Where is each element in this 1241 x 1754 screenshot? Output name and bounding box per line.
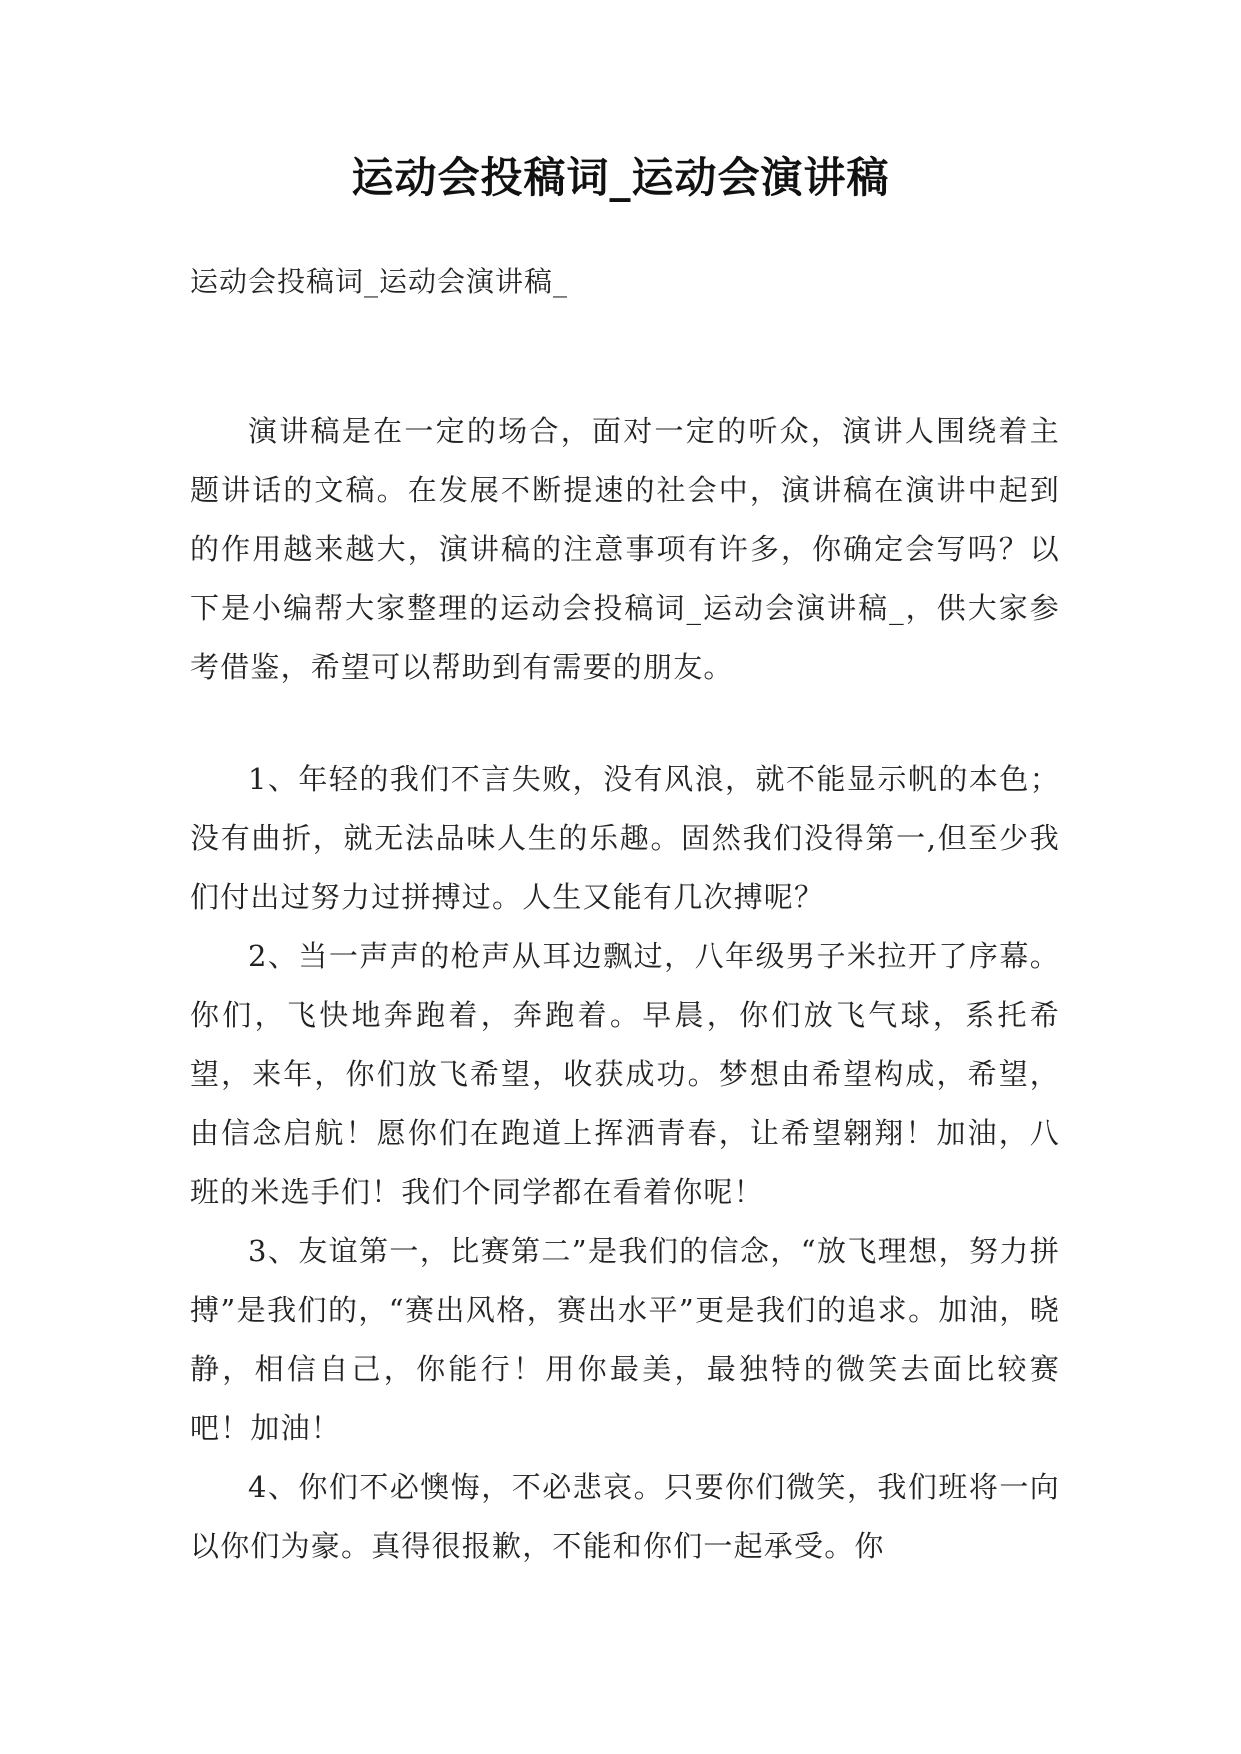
message-item-3: 3、友谊第一，比赛第二”是我们的信念，“放飞理想，努力拼搏”是我们的，“赛出风格，赛出水平”更是我们的追求。加油，晓静，相信自己，你能行！用你最美，最独特的微笑去面比较赛吧！加油！ [190,1234,1060,1445]
message-item-2: 2、当一声声的枪声从耳边飘过，八年级男子米拉开了序幕。你们，飞快地奔跑着，奔跑着。早晨，你们放飞气球，系托希望，来年，你们放飞希望，收获成功。梦想由希望构成，希望，由信念启航！愿你们在跑道上挥洒青春，让希望翱翔！加油，八班的米选手们！我们个同学都在看着你呢！ [190,939,1060,1209]
message-item-4: 4、你们不必懊悔，不必悲哀。只要你们微笑，我们班将一向以你们为豪。真得很报歉，不能和你们一起承受。你 [190,1470,1060,1563]
message-list [190,750,1060,1576]
document-subtitle: 运动会投稿词_运动会演讲稿_ [190,265,569,298]
intro-paragraph: 演讲稿是在一定的场合，面对一定的听众，演讲人围绕着主题讲话的文稿。在发展不断提速的社会中，演讲稿在演讲中起到的作用越来越大，演讲稿的注意事项有许多，你确定会写吗？以下是小编帮大家整理的运动会投稿词_运动会演讲稿_，供大家参考借鉴，希望可以帮助到有需要的朋友。 [190,414,1060,684]
document-title: 运动会投稿词_运动会演讲稿 [351,153,890,202]
message-item-1: 1、年轻的我们不言失败，没有风浪，就不能显示帆的本色；没有曲折，就无法品味人生的乐趣。固然我们没得第一,但至少我们付出过努力过拼搏过。人生又能有几次搏呢？ [190,762,1060,914]
intro-section [190,402,1060,697]
